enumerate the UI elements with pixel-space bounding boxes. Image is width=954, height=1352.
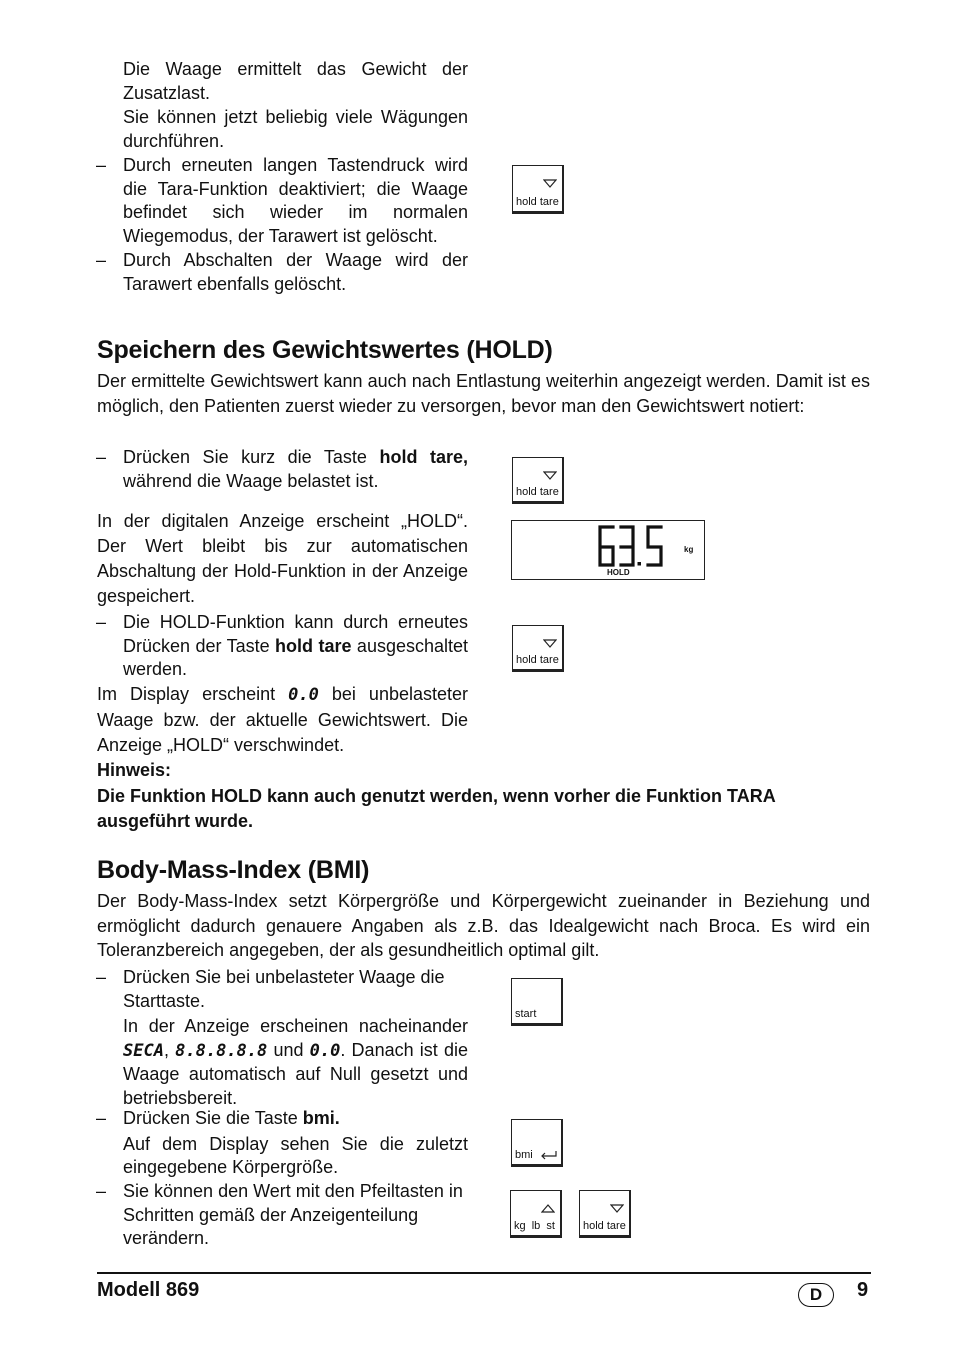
footer-rule	[97, 1272, 871, 1274]
key-label: hold tare	[516, 196, 559, 208]
list-dash: –	[96, 250, 107, 270]
language-badge: D	[798, 1283, 834, 1307]
hold-tare-key	[512, 625, 564, 672]
list-dash: –	[96, 1108, 107, 1128]
lcd-unit: kg	[684, 545, 694, 554]
list-item	[96, 966, 468, 1110]
start-key	[511, 978, 563, 1026]
key-label: bmi	[515, 1149, 533, 1161]
decimal-point	[638, 562, 642, 566]
key-label: hold tare	[583, 1220, 626, 1232]
tara-text-2: Sie können jetzt beliebig viele Wägungen durchführen.	[123, 107, 468, 151]
triangle-down-icon	[610, 1204, 624, 1213]
list-dash: –	[96, 967, 107, 987]
bmi-item2-sub: Auf dem Display sehen Sie die zuletzt eingegebene Körpergröße.	[123, 1133, 468, 1177]
section-title-bmi: Body-Mass-Index (BMI)	[97, 856, 370, 884]
bmi-item3-text: Sie können den Wert mit den Pfeiltasten in Schritten gemäß der Anzeigenteilung verändern.	[123, 1181, 463, 1248]
segment-readout: 0.0	[288, 685, 319, 705]
tara-item-1: Durch erneuten langen Tastendruck wird die Tara-Funktion deaktiviert; die Waage befindet sich wieder im normalen Wiegemodus, der Tarawert ist gelöscht.	[123, 155, 468, 246]
key-label: kg lb st	[514, 1220, 555, 1232]
note-label: Hinweis:	[97, 760, 172, 780]
unit-up-key	[510, 1190, 562, 1238]
list-dash: –	[96, 447, 107, 467]
hold-tare-key	[512, 457, 564, 504]
segment-readout: 0.0	[309, 1040, 341, 1061]
triangle-down-icon	[543, 471, 557, 480]
triangle-down-icon	[543, 179, 557, 188]
hold-item1-text-2: während die Waage belastet ist.	[123, 470, 379, 491]
segment-readout: 8.8.8.8.8	[175, 1040, 268, 1061]
text: In der Anzeige erscheinen nacheinander	[123, 1016, 468, 1036]
page-number: 9	[857, 1279, 869, 1301]
hold-display-text: In der digitalen Anzeige erscheint „HOLD“. Der Wert bleibt bis zur automatischen Abschaltung der Hold-Funktion in der Anzeige gespeichert.	[97, 511, 468, 606]
hold-display-text-2	[97, 682, 468, 758]
list-item	[96, 154, 468, 248]
tara-text-1: Die Waage ermittelt das Gewicht der Zusatzlast.	[123, 59, 468, 103]
list-dash: –	[96, 155, 107, 175]
triangle-up-icon	[541, 1204, 555, 1213]
key-label: start	[515, 1008, 537, 1020]
list-item	[96, 1107, 468, 1180]
text: ,	[163, 1039, 176, 1060]
bmi-item2-key: bmi.	[302, 1108, 340, 1128]
tara-continuation	[96, 58, 468, 296]
hold-intro: Der ermittelte Gewichtswert kann auch nach Entlastung weiterhin angezeigt werden. Damit ist es möglich, den Patienten zuerst wieder zu versorgen, bevor man den Gewichtswert notiert:	[97, 371, 870, 416]
note-text: Die Funktion HOLD kann auch genutzt werden, wenn vorher die Funktion TARA ausgeführt wurde.	[97, 786, 776, 831]
text: und	[267, 1039, 310, 1060]
lcd-display	[511, 520, 705, 580]
triangle-down-icon	[543, 639, 557, 648]
list-dash: –	[96, 1181, 107, 1201]
text: Drücken Sie die Taste	[123, 1108, 303, 1128]
enter-arrow-icon	[540, 1150, 558, 1160]
list-dash: –	[96, 612, 107, 632]
bmi-item1-sub	[123, 1015, 468, 1110]
section-title-hold: Speichern des Gewichtswertes (HOLD)	[97, 336, 553, 364]
hold-tare-key	[579, 1190, 631, 1238]
list-item	[96, 1180, 468, 1251]
hold-tare-key	[512, 165, 564, 214]
hold-item2-key: hold tare	[275, 635, 352, 656]
segment-readout: SECA	[123, 1040, 164, 1061]
hold-item1-text: Drücken Sie kurz die Taste	[123, 447, 380, 467]
footer-model: Modell 869	[97, 1279, 200, 1301]
hold-item2-text-2: ausgeschaltet werden.	[123, 635, 469, 679]
tara-item-2: Durch Abschalten der Waage wird der Tarawert ebenfalls gelöscht.	[123, 250, 468, 294]
text: Im Display erscheint	[97, 684, 289, 704]
text: bei unbelasteter Waage bzw. der aktuelle Gewichtswert. Die Anzeige „HOLD“ verschwindet.	[97, 684, 469, 755]
key-label: hold tare	[516, 654, 559, 666]
key-label: hold tare	[516, 486, 559, 498]
bmi-key	[511, 1119, 563, 1167]
list-item	[96, 611, 469, 682]
hold-item2-text: Die HOLD-Funktion kann durch erneutes Drücken der Taste	[123, 612, 468, 656]
list-item	[96, 446, 468, 493]
lcd-hold-indicator: HOLD	[607, 568, 630, 577]
bmi-intro: Der Body-Mass-Index setzt Körpergröße und Körpergewicht zueinander in Beziehung und ermöglicht dadurch genauere Angaben als z.B. das Idealgewicht nach Broca. Es wird ein Toleranzbereich angegeben, der als gesundheitlich optimal gilt.	[97, 891, 870, 960]
list-item	[96, 249, 468, 296]
text: . Danach ist die Waage automatisch auf Null gesetzt und betriebsbereit.	[123, 1039, 468, 1108]
hold-item1-key: hold tare,	[379, 447, 468, 467]
bmi-item1-text: Drücken Sie bei unbelasteter Waage die Starttaste.	[123, 967, 445, 1011]
